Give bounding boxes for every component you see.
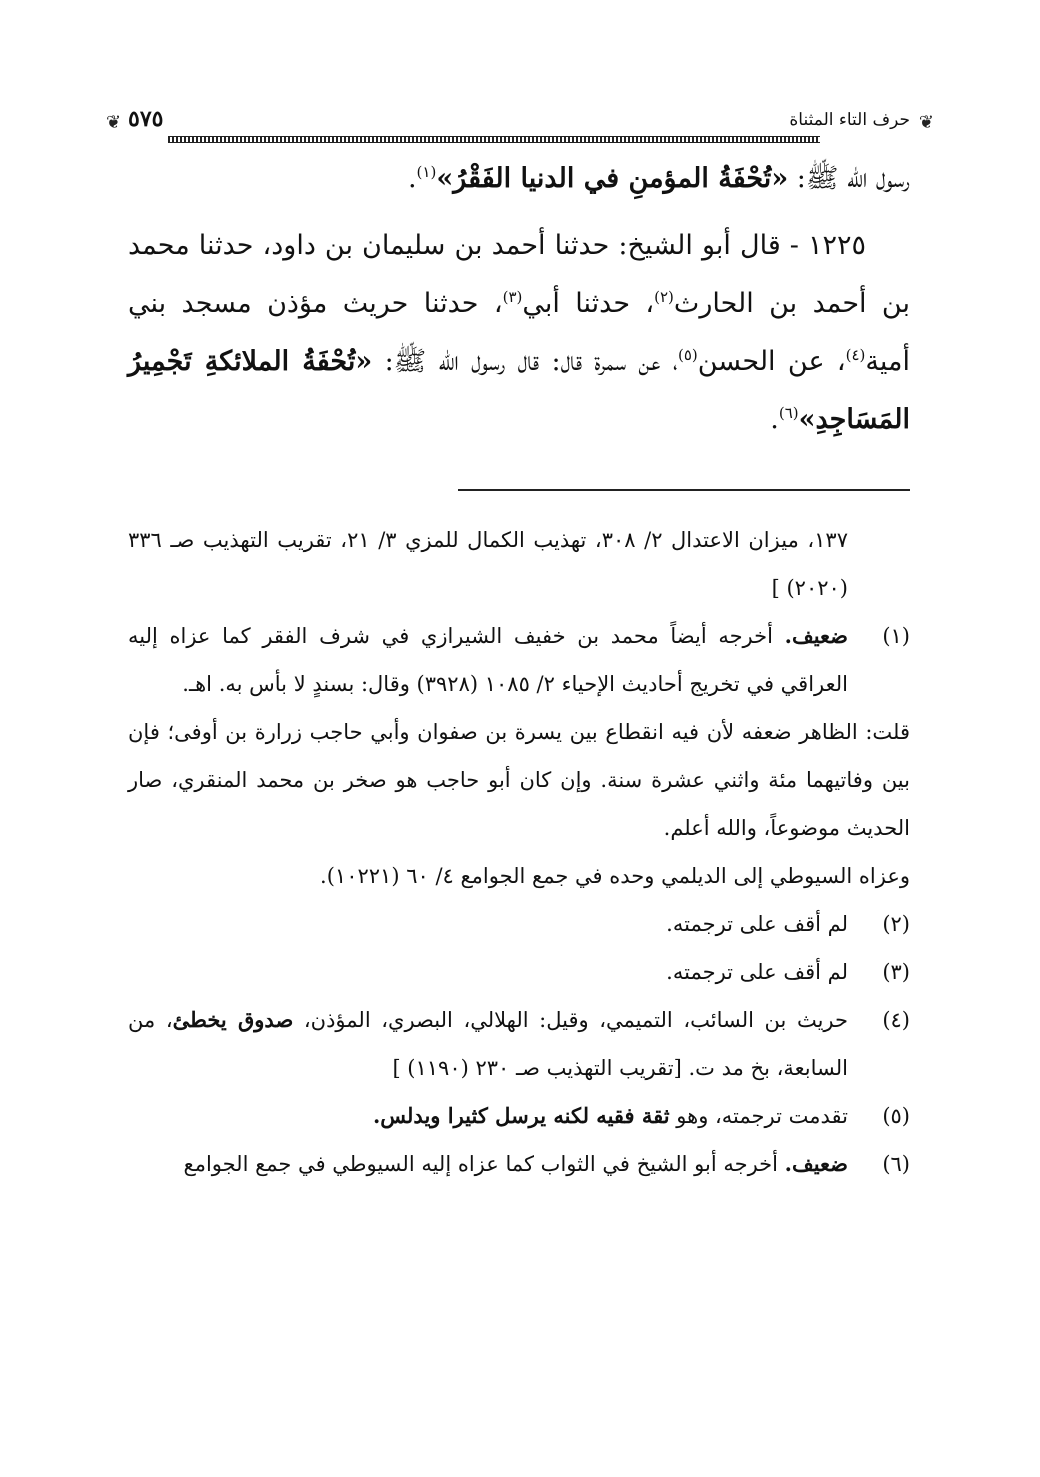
footnote-ref: (١)	[416, 163, 437, 181]
footnote-ref: (٦)	[778, 404, 799, 422]
footnote-6: (٦) ضعيف. أخرجه أبو الشيخ في الثواب كما عزاه إليه السيوطي في جمع الجوامع	[128, 1140, 910, 1188]
main-text	[128, 150, 910, 449]
footnote-1-paragraph: وعزاه السيوطي إلى الديلمي وحده في جمع الجوامع ٤/ ٦٠ (١٠٢٢١).	[320, 864, 910, 888]
footnote-1-paragraph: قلت: الظاهر ضعفه لأن فيه انقطاع بين يسرة بن صفوان وأبي حاجب زرارة بن أوفى؛ فإن بين وفاتيهما مئة واثني عشرة سنة. وإن كان أبو حاجب هو صخر بن محمد المنقري، صار الحديث موضوعاً، والله أعلم.	[128, 720, 910, 840]
page-number: ٥٧٥	[128, 106, 164, 132]
header-rule	[168, 136, 820, 143]
footnote-5: (٥) تقدمت ترجمته، وهو ثقة فقيه لكنه يرسل كثيرا ويدلس.	[128, 1092, 910, 1140]
ornament-icon: ❦	[918, 112, 934, 133]
footnote-4: (٤) حريث بن السائب، التميمي، وقيل: الهلالي، البصري، المؤذن، صدوق يخطئ، من السابعة، بخ مد ت. [تقريب التهذيب صـ ٢٣٠ (١١٩٠) ]	[128, 996, 910, 1092]
continued-hadith-line: رسول الله ﷺ: «تُحْفَةُ المؤمنِ في الدنيا الفَقْرُ»$^{(١)}$.	[407, 163, 910, 194]
section-title: حرف التاء المثناة	[789, 110, 910, 130]
footnote-ref: (٤)	[845, 346, 866, 364]
footnote-ref: (٥)	[677, 346, 698, 364]
footnote-3: (٣) لم أقف على ترجمته.	[128, 948, 910, 996]
footnote-number: (١)	[882, 624, 910, 648]
footnotes	[128, 516, 910, 1188]
footnote-number: (٢)	[882, 912, 910, 936]
hadith-paragraph: ١٢٢٥ - قال أبو الشيخ: حدثنا أحمد بن سليمان بن داود، حدثنا محمد بن أحمد بن الحارث$^{(٢)}$، حدثنا أبي$^{(٣)}$، حدثنا حريث مؤذن مسجد بني أمية$^{(٤)}$، عن الحسن$^{(٥)}$، عن سمرة قال: قال رسول الله ﷺ: «تُحْفَةُ الملائكةِ تَجْمِيرُ المَسَاجِدِ»$^{(٦)}$.	[128, 230, 911, 435]
footnote-2: (٢) لم أقف على ترجمته.	[128, 900, 910, 948]
footnote-number: (٦)	[882, 1152, 910, 1176]
footnote-divider	[458, 489, 910, 491]
hadith-quote: «تُحْفَةُ المؤمنِ في الدنيا الفَقْرُ»	[436, 163, 789, 194]
footnote-number: (٥)	[882, 1104, 910, 1128]
page-header	[106, 104, 934, 144]
hadith-quote: «تُحْفَةُ الملائكةِ تَجْمِيرُ المَسَاجِدِ»	[128, 346, 910, 435]
footnote-1: (١) ضعيف. أخرجه أيضاً محمد بن خفيف الشيرازي في شرف الفقر كما عزاه إليه العراقي في تخريج أحاديث الإحياء ٢/ ١٠٨٥ (٣٩٢٨) وقال: بسندٍ لا بأس به. اهـ.	[128, 612, 910, 708]
footnote-number: (٤)	[882, 1008, 910, 1032]
footnote-ref: (٢)	[654, 288, 674, 306]
hadith-number: ١٢٢٥ -	[780, 230, 866, 261]
footnote-ref: (٣)	[502, 288, 523, 306]
footnote-continuation: ١٣٧، ميزان الاعتدال ٢/ ٣٠٨، تهذيب الكمال للمزي ٣/ ٢١، تقريب التهذيب صـ ٣٣٦ (٢٠٢٠) ]	[128, 528, 848, 600]
ornament-icon: ❦	[106, 112, 122, 133]
footnote-number: (٣)	[882, 960, 910, 984]
